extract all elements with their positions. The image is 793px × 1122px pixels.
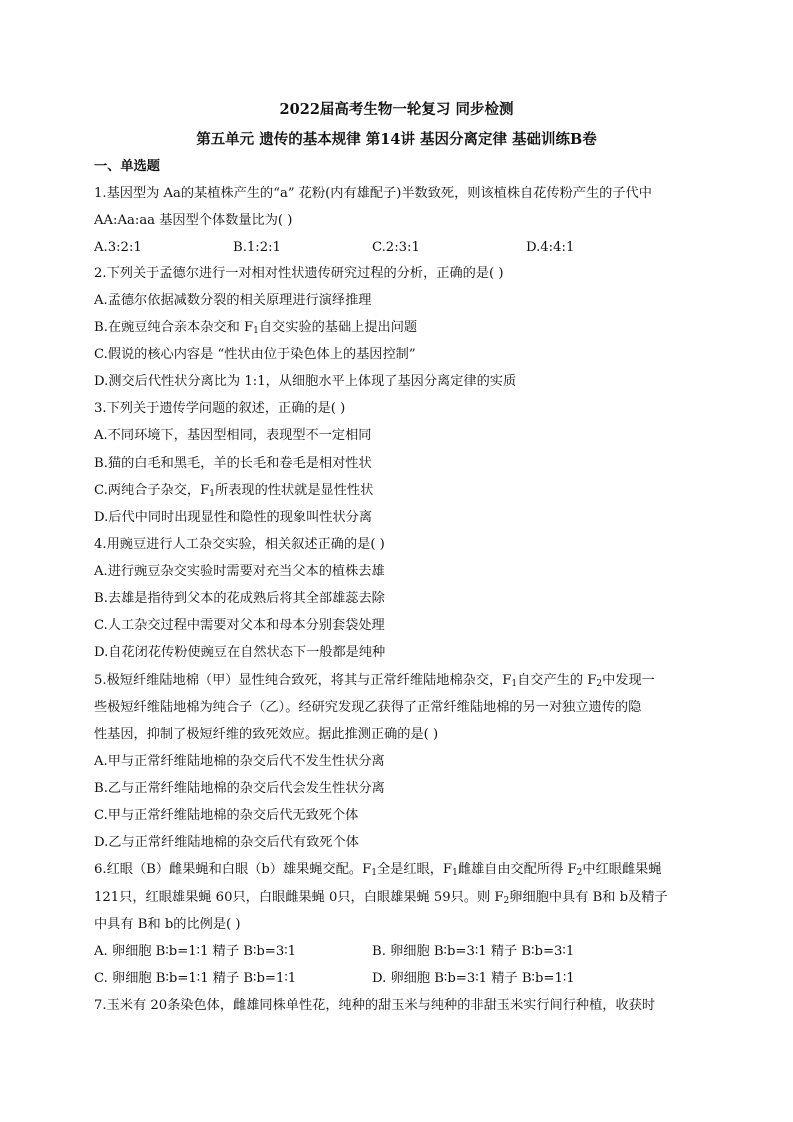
question-4-option-d: D.自花闭花传粉使豌豆在自然状态下一般都是纯种 — [94, 645, 386, 660]
question-6-stem-line-3: 中具有 B和 b的比例是( ) — [94, 917, 241, 932]
section-heading: 一、单选题 — [94, 159, 160, 174]
question-2-option-b: B.在豌豆纯合亲本杂交和 $F_1$自交实验的基础上提出问题 — [94, 320, 418, 336]
question-4-option-a: A.进行豌豆杂交实验时需要对充当父本的植株去雄 — [94, 564, 385, 579]
question-1-stem-line-1: 1.基因型为 Aa的某植株产生的“a” 花粉(内有雄配子)半数致死，则该植株自花传粉产生的子代中 — [94, 186, 652, 201]
question-6-option-d: D. 卵细胞 B∶b=3∶1 精子 B∶b=1∶1 — [372, 971, 575, 986]
question-3-option-c: C.两纯合子杂交，$F_1$所表现的性状就是显性性状 — [94, 483, 374, 499]
document-subtitle: 第五单元 遗传的基本规律 第14讲 基因分离定律 基础训练B卷 — [196, 131, 597, 148]
question-1-option-c: C.2:3:1 — [372, 240, 420, 255]
question-3-option-a: A.不同环境下，基因型相同，表现型不一定相同 — [94, 428, 372, 443]
question-1-option-a: A.3:2:1 — [94, 240, 142, 255]
question-5-stem-line-3: 性基因，抑制了极短纤维的致死效应。据此推测正确的是( ) — [94, 727, 439, 742]
question-6-option-a: A. 卵细胞 B∶b=1∶1 精子 B∶b=3∶1 — [94, 944, 297, 959]
question-4-option-c: C.人工杂交过程中需要对父本和母本分别套袋处理 — [94, 618, 385, 633]
document-title: 2022届高考生物一轮复习 同步检测 — [279, 101, 514, 118]
question-3-stem: 3.下列关于遗传学问题的叙述，正确的是( ) — [94, 401, 346, 416]
question-1-stem-line-2: AA:Aa:aa 基因型个体数量比为( ) — [94, 213, 293, 228]
question-6-stem-line-2: 121只，红眼雄果蝇 60只，白眼雌果蝇 0只，白眼雄果蝇 59只。则 $F_2$卵细胞中具有 B和 b及精子 — [94, 890, 668, 906]
question-1-option-b: B.1:2:1 — [233, 240, 281, 255]
question-6-option-c: C. 卵细胞 B∶b=1∶1 精子 B∶b=1∶1 — [94, 971, 297, 986]
question-5-option-c: C.甲与正常纤维陆地棉的杂交后代无致死个体 — [94, 808, 359, 823]
question-2-option-a: A.孟德尔依据减数分裂的相关原理进行演绎推理 — [94, 293, 372, 308]
question-7-stem-line-1: 7.玉米有 20条染色体，雌雄同株单性花，纯种的甜玉米与纯种的非甜玉米实行间行种植，收获时 — [94, 998, 656, 1013]
question-2-stem: 2.下列关于孟德尔进行一对相对性状遗传研究过程的分析，正确的是( ) — [94, 266, 504, 281]
question-4-stem: 4.用豌豆进行人工杂交实验，相关叙述正确的是( ) — [94, 537, 385, 552]
question-5-stem-line-2: 些极短纤维陆地棉为纯合子（乙）。经研究发现乙获得了正常纤维陆地棉的另一对独立遗传的隐 — [94, 700, 642, 715]
question-2-option-d: D.测交后代性状分离比为 1:1，从细胞水平上体现了基因分离定律的实质 — [94, 374, 517, 389]
question-3-option-d: D.后代中同时出现显性和隐性的现象叫性状分离 — [94, 510, 373, 525]
question-2-option-c: C.假说的核心内容是 “性状由位于染色体上的基因控制” — [94, 347, 416, 362]
question-5-option-b: B.乙与正常纤维陆地棉的杂交后代会发生性状分离 — [94, 781, 385, 796]
question-5-option-a: A.甲与正常纤维陆地棉的杂交后代不发生性状分离 — [94, 754, 385, 769]
question-6-stem-line-1: 6.红眼（B）雌果蝇和白眼（b）雄果蝇交配。$F_1$全是红眼，$F_1$雌雄自由交配所得 $F_2$中红眼雌果蝇 — [94, 862, 662, 878]
question-5-stem-line-1: 5.极短纤维陆地棉（甲）显性纯合致死，将其与正常纤维陆地棉杂交，$F_1$自交产生的 $F_2$中发现一 — [94, 673, 655, 689]
question-5-option-d: D.乙与正常纤维陆地棉的杂交后代有致死个体 — [94, 835, 359, 850]
question-4-option-b: B.去雄是指待到父本的花成熟后将其全部雄蕊去除 — [94, 591, 385, 606]
question-3-option-b: B.猫的白毛和黑毛，羊的长毛和卷毛是相对性状 — [94, 456, 372, 471]
question-1-option-d: D.4:4:1 — [526, 240, 575, 255]
question-6-option-b: B. 卵细胞 B∶b=3∶1 精子 B∶b=3∶1 — [372, 944, 575, 959]
